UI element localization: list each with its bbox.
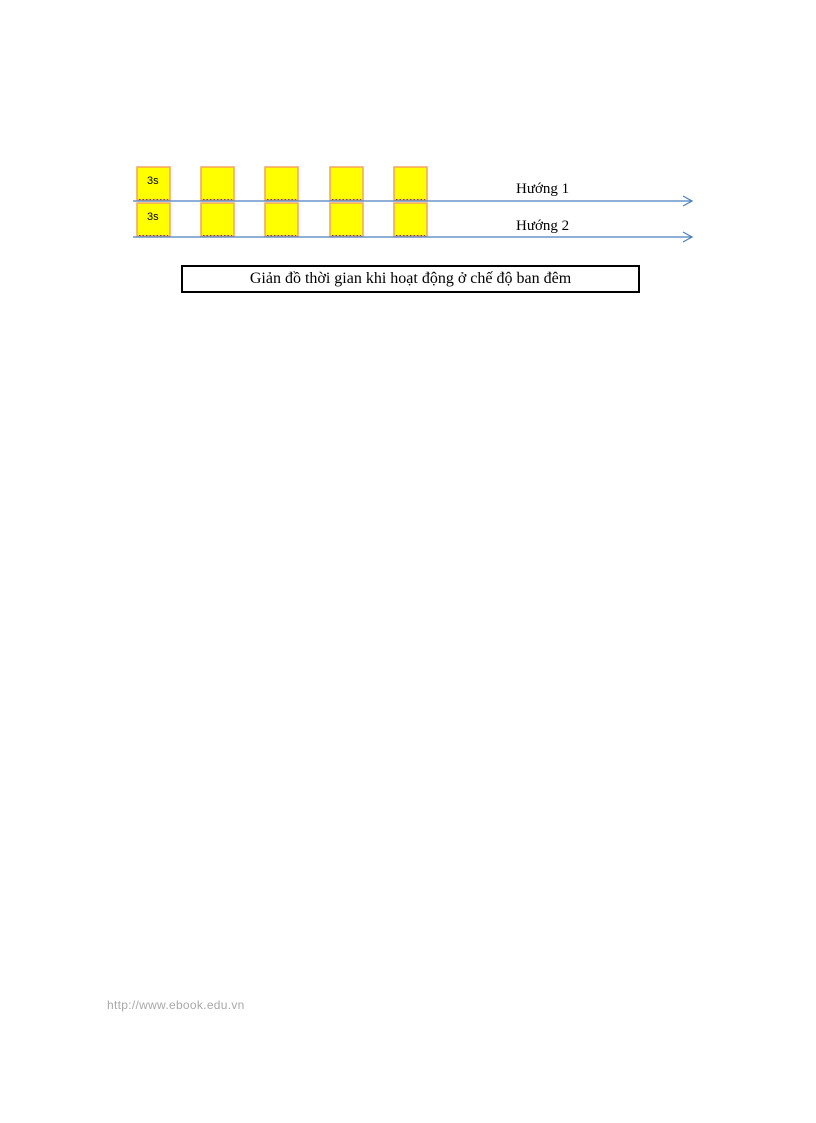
- direction-label: Hướng 2: [516, 218, 570, 234]
- time-block: [265, 203, 298, 236]
- direction-label: Hướng 1: [516, 181, 570, 197]
- diagram-caption: Giản đồ thời gian khi hoạt động ở chế độ ban đêm: [181, 265, 640, 293]
- time-block: [201, 203, 234, 236]
- time-block: [265, 167, 298, 200]
- block-duration-label: 3s: [147, 175, 159, 187]
- block-duration-label: 3s: [147, 211, 159, 223]
- footer-url: http://www.ebook.edu.vn: [107, 998, 245, 1012]
- time-block: [394, 167, 427, 200]
- time-block: [330, 167, 363, 200]
- timeline-row-2: [133, 203, 692, 242]
- time-block: [394, 203, 427, 236]
- timeline-row-1: [133, 167, 692, 206]
- time-block: [201, 167, 234, 200]
- time-block: [330, 203, 363, 236]
